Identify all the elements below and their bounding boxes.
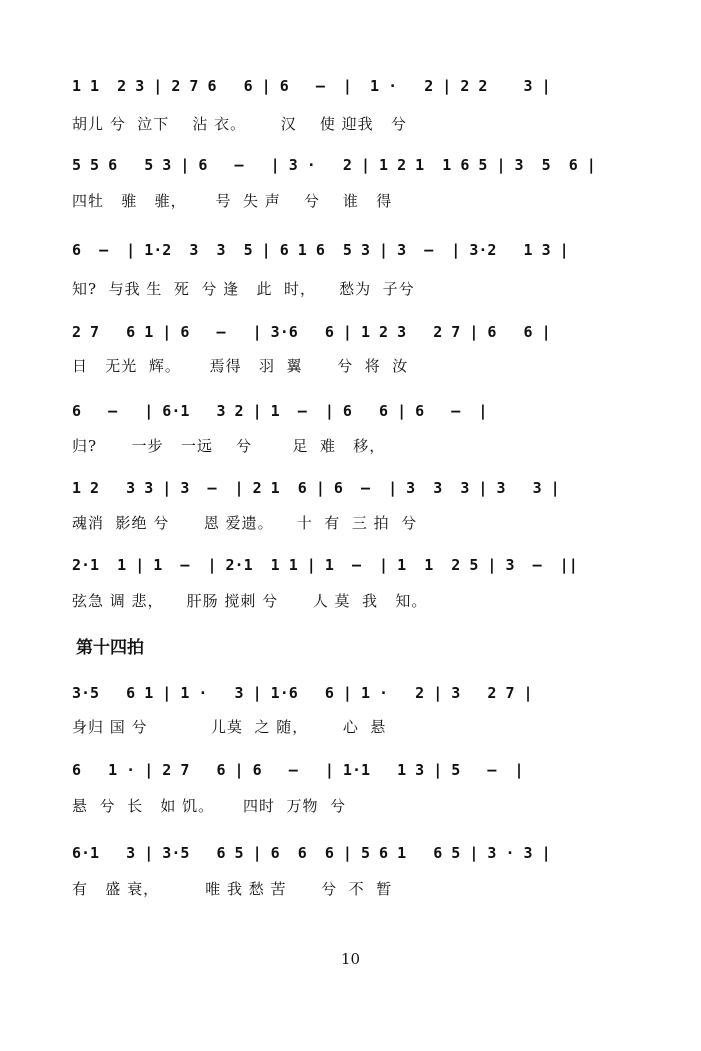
lyric-line: 胡儿 兮 泣下 沾 衣。 汉 使 迎我 兮 [72, 115, 407, 133]
notation-line: 6 1 · | 2 7 6 | 6 — | 1·1 1 3 | 5 — | [72, 761, 524, 779]
notation-line: 2 7 6 1 | 6 — | 3·6 6 | 1 2 3 2 7 | 6 6 | [72, 323, 551, 341]
notation-line: 6·1 3 | 3·5 6 5 | 6 6 6 | 5 6 1 6 5 | 3 · 3 | [72, 844, 551, 862]
lyric-line: 归? 一步 一远 兮 足 难 移， [72, 437, 386, 455]
lyric-line: 有 盛 衰， 唯 我 愁 苦 兮 不 暂 [72, 880, 393, 898]
notation-line: 2·1 1 | 1 — | 2·1 1 1 | 1 — | 1 1 2 5 | 3 — || [72, 556, 578, 574]
lyric-line: 知? 与我 生 死 兮 逢 此 时， 愁为 子兮 [72, 280, 415, 298]
notation-line: 5 5 6 5 3 | 6 — | 3 · 2 | 1 2 1 1 6 5 | 3 5 6 | [72, 156, 596, 174]
lyric-line: 魂消 影绝 兮 恩 爱遗。 十 有 三 拍 兮 [72, 514, 418, 532]
lyric-line: 四牡 骓 骓， 号 失 声 兮 谁 得 [72, 192, 393, 210]
notation-line: 6 — | 6·1 3 2 | 1 — | 6 6 | 6 — | [72, 402, 488, 420]
notation-line: 3·5 6 1 | 1 · 3 | 1·6 6 | 1 · 2 | 3 2 7 | [72, 684, 533, 702]
lyric-line: 弦急 调 悲， 肝肠 搅刺 兮 人 莫 我 知。 [72, 592, 428, 610]
page-number: 10 [340, 950, 361, 968]
notation-line: 1 2 3 3 | 3 — | 2 1 6 | 6 — | 3 3 3 | 3 3 | [72, 479, 560, 497]
notation-line: 6 — | 1·2 3 3 5 | 6 1 6 5 3 | 3 — | 3·2 1 3 | [72, 241, 569, 259]
lyric-line: 身归 国 兮 儿莫 之 随， 心 悬 [72, 718, 387, 736]
lyric-line: 日 无光 辉。 焉得 羽 翼 兮 将 汝 [72, 357, 409, 375]
lyric-line: 悬 兮 长 如 饥。 四时 万物 兮 [72, 797, 347, 815]
notation-line: 1 1 2 3 | 2 7 6 6 | 6 — | 1 · 2 | 2 2 3 | [72, 77, 551, 95]
section-title: 第十四拍 [76, 638, 144, 658]
